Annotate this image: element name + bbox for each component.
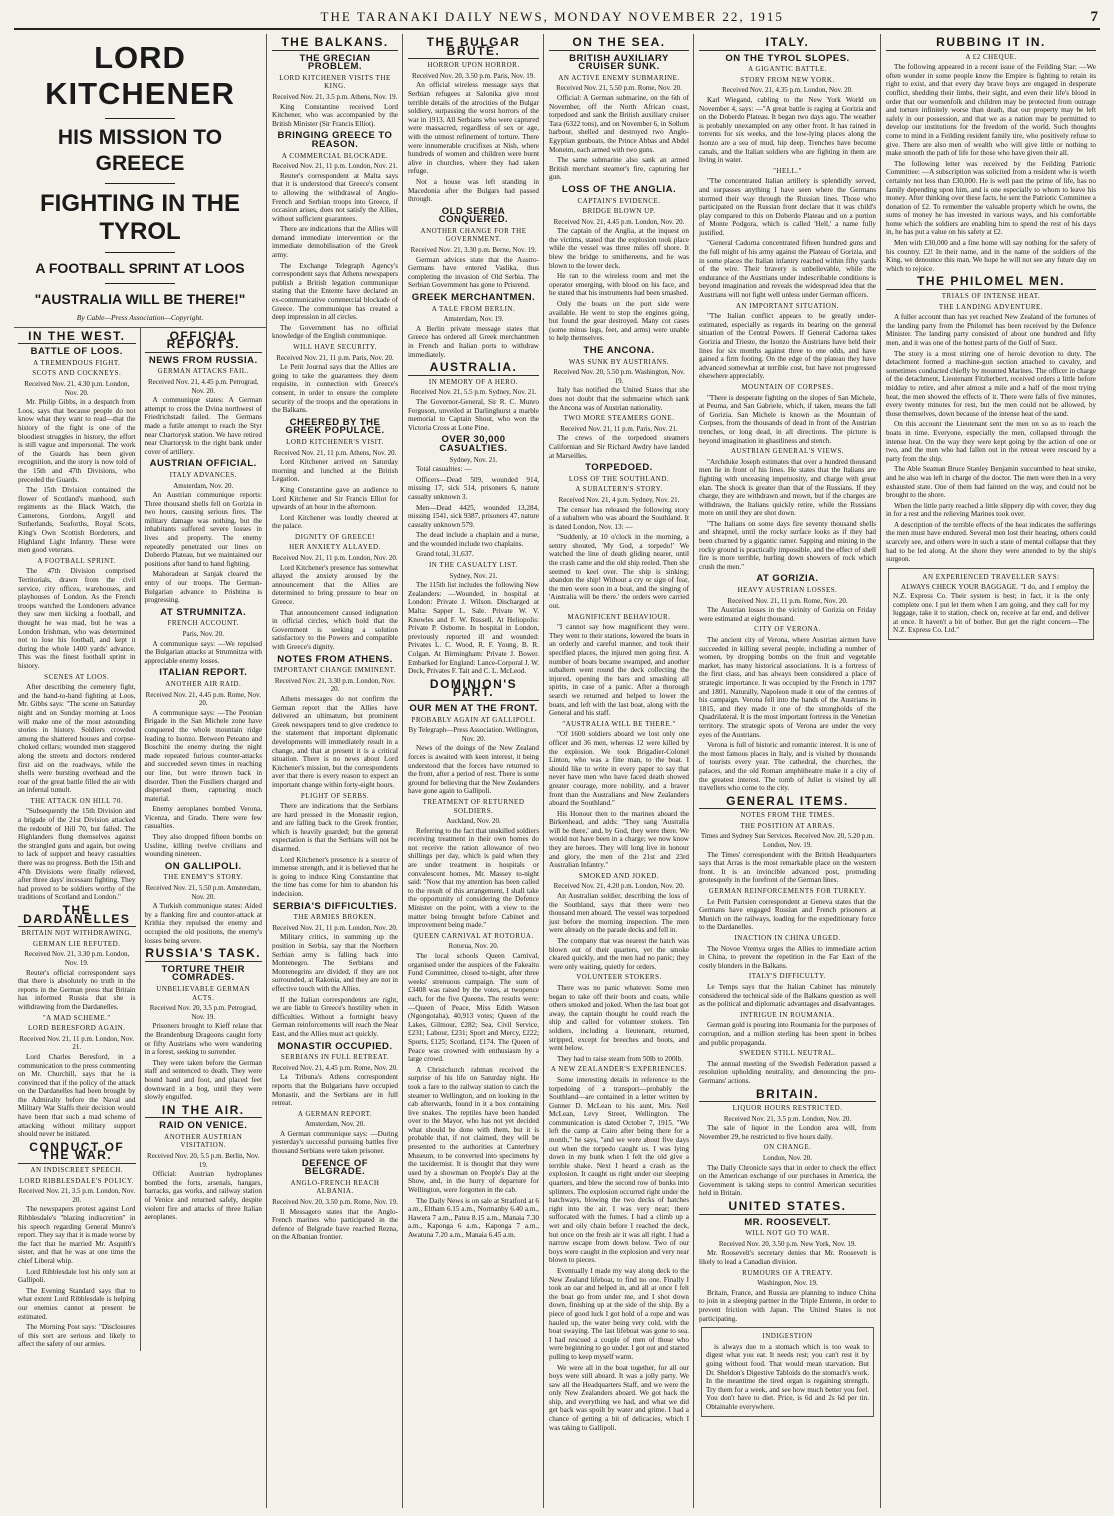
dateline: Received Nov. 21, 4.45 p.m. Rome, Nov. 20. — [272, 1063, 398, 1072]
paragraph: Some interesting details in reference to the torpedoing of a transport—probably the Southland—are contained in a letter written by Gunner D. McLean to his aunt, Mrs. Neil McLean, Levy Street, Wellington. The communication is dated October 7, 1915. "We left the camp at Cairo after being there for a month," he says, "and we were about five days out when the torpedo caught us. I was lying down in my bunk when I felt the old give a terrible shake. Next I heard a crash as the explosion. It caught us right under our sleeping quarters, and blew the second row of bunks into splinters. The explosion occurred right under the hatchways, blowing the two decks of hatches right into the air. I was very near; there suffocated with the fumes. I had a climb up a wet and oily chain before I reached the deck, but once on the fresh air it was all right. I had a narrow escape from down below. Two of our boys were caught in the explosion and very near blown to pieces. — [549, 1075, 689, 1265]
sub-heading: HEAVY AUSTRIAN LOSSES. — [737, 586, 838, 595]
section-heading: THE BULGAR BRUTE. — [408, 38, 539, 59]
sub-heading: AT STRUMNITZA. — [160, 606, 247, 618]
paragraph: Italy has notified the United States that she does not doubt that the submarine which sank the Ancona was of Austrian nationality. — [549, 386, 689, 412]
sub-heading: IN MEMORY OF A HERO. — [428, 377, 519, 386]
sub-heading: IN THE CASUALTY LIST. — [428, 561, 519, 570]
paragraph: The Able Seaman Bruce Stanley Benjamin succumbed to heat stroke, and he also was left in charge of the doctor. The men were then in a very exhausted state. One of them had fainted on the way, and could not be brought to the shore. — [886, 465, 1096, 500]
sub-heading: TORTURE THEIR COMRADES. — [161, 963, 245, 984]
paragraph: "Subsequently the 15th Division and a brigade of the 21st Division attacked the redoubt of Hill 70, but failed. The Highlanders flung themselves against the strangled guns and again, but owing to lack of support and heavy casualties there was no progress. Both the 15th and 47th Divisions were finally relieved, after three days' incessant fighting. They had proved to be soldiers worthy of the traditions of Scotland and London." — [18, 807, 136, 902]
dateline: Received Nov. 21, 4 p.m. Sydney, Nov. 21. — [558, 495, 680, 504]
dateline: Received Nov. 21, 4.45 p.m. London, Nov. 20. — [553, 217, 685, 226]
paragraph: We were all in the boat together, for all our boys were still aboard. It was a jolly party. We saw all the Headquarters Staff, and we were the only New Zealanders aboard. We got back the ship, and everything we had, and what we did get back was spoilt by water and grime. I had a chance of getting a bit of delicacies, which I was taking to Gallipoli. — [549, 1363, 689, 1432]
paragraph: If the Italian correspondents are right, we are liable to Greece's hostility when in difficulties. Without a fortnight heavy German reinforcements will reach the Near East, and the Allies must act quickly. — [272, 995, 398, 1038]
divider — [105, 283, 175, 284]
section-heading: RUSSIA'S TASK. — [145, 946, 262, 961]
section-heading: THE DARDANELLES — [18, 906, 136, 927]
section-heading: UNITED STATES. — [699, 1202, 876, 1215]
dateline: Sydney, Nov. 21. — [449, 571, 498, 580]
sub-heading: A TREMENDOUS FIGHT. — [33, 358, 121, 367]
sub-heading: OLD SERBIA CONQUERED. — [438, 205, 509, 226]
sub-heading: WAS SUNK BY AUSTRIANS. — [568, 357, 670, 366]
paragraph: "The concentrated Italian artillery is splendidly served, and surpasses anything I have seen where the Germans stormed their way through the Russian lines. Those who participated on the Russian front declare that it was child's play compared to this on Doberdo Plateau and on a portion of Monte Podgora, which is called 'Hell,' a name fully justified. — [699, 177, 876, 237]
paragraph: Official: A German submarine, on the 6th of November, off the North African coast, torpedoed and sank the British auxiliary cruiser Tara (6322 tons), and on November 6, in Sollum harbour, shelled and destroyed two Anglo-Egyptian gunboats, the Prince Abbas and Abdel Moneim, each armed with two guns. — [549, 93, 689, 154]
paragraph: Lord Kitchener's presence has somewhat allayed the anxiety aroused by the announcement that the Allies are determined to bring pressure to bear on Greece. — [272, 563, 398, 607]
paragraph: A fuller account than has yet reached New Zealand of the fortunes of the landing party from the Philomel has been received by the Defence Minister. The landing party consisted of about one hundred and fifty men, and it was one of the hottest parts of the Gulf of Suez. — [886, 313, 1096, 347]
paragraph: A Turkish communique states: Aided by a flanking fire and counter-attack at Krithia they repulsed the enemy and occupied the old positions, the enemy's losses being severe. — [144, 902, 262, 945]
dateline: Received Nov. 21, 4.45 p.m. Petrograd, Nov. 20. — [147, 377, 259, 395]
headline-tyrol: FIGHTING IN THE TYROL — [40, 190, 240, 245]
dateline: Received Nov. 20, 3.50 p.m. New York, Nov. 19. — [718, 1239, 857, 1248]
column-1b — [140, 328, 267, 1351]
section-heading: RUBBING IT IN. — [886, 38, 1096, 51]
sub-heading: THE POSITION AT ARRAS. — [740, 821, 835, 830]
page-number: 7 — [1090, 8, 1100, 25]
paragraph: Mr. Philip Gibbs, in a despatch from Loos, says that because people do not know what they want to read—that the history of the fight is one of the bloodiest struggles in history, the effort is still vague and impersonal. The work of the Guards has been given recognition, and the story is now told of the 15th and 47th Divisions, who preceded the Guards. — [18, 398, 136, 484]
masthead — [14, 6, 1100, 30]
dateline: Received Nov. 21, 3.5 p.m. London, Nov. 20. — [723, 1114, 852, 1123]
dateline: Received Nov. 21, 11 p.m. Rome, Nov. 20. — [727, 596, 848, 605]
sub-heading: SMOKED AND JOKED. — [578, 871, 660, 880]
sub-heading: "A MAD SCHEME." — [42, 1013, 111, 1022]
column-1a — [14, 328, 140, 1351]
sub-heading: ANGLO-FRENCH REACH ALBANIA. — [290, 1178, 380, 1196]
column-5 — [693, 34, 881, 1508]
sub-heading: TREATMENT OF RETURNED SOLDIERS. — [422, 797, 525, 815]
section-heading: THE BALKANS. — [272, 38, 398, 51]
sub-heading: STORY FROM NEW YORK. — [740, 75, 835, 84]
sub-heading: NEWS FROM RUSSIA. — [148, 354, 258, 366]
headline-football-sprint: A FOOTBALL SPRINT AT LOOS — [35, 260, 245, 276]
paragraph: Official: Austrian hydroplanes bombed the forts, arsenals, hangars, barracks, gas works, and railway station of Venice and returned safely, despite violent fire and attacks of three Italian aeroplanes. — [144, 1170, 262, 1222]
dateline: London, Nov. 20. — [762, 1154, 813, 1163]
sub-heading: ANOTHER CHANGE FOR THE GOVERNMENT. — [420, 226, 527, 244]
sub-heading: GERMAN REINFORCEMENTS FOR TURKEY. — [708, 887, 867, 896]
paragraph: Lord Ribblesdale lost his only son at Gallipoli. — [18, 1267, 136, 1285]
paragraph: La Tribuna's Athens correspondent reports that the Bulgarians have occupied Monastir, and the Serbians are in full retreat. — [272, 1073, 398, 1108]
sub-heading: THE GRECIAN PROBLEM. — [299, 52, 371, 73]
paragraph: That announcement caused indignation in official circles, which hold that the Government is seeking a solution satisfactory to the Powers and compatible with Greece's dignity. — [272, 608, 398, 651]
paragraph: Enemy aeroplanes bombed Verona, Vicenza, and Grado. There were few casualties. — [144, 805, 262, 831]
section-heading: IN THE WEST. — [18, 332, 136, 345]
section-heading: DOMINION'S PART. — [408, 680, 539, 701]
sub-heading: AN INDISCREET SPEECH. — [30, 1166, 124, 1175]
sub-heading: MAGNIFICENT BEHAVIOUR. — [567, 612, 671, 621]
sub-heading: DEFENCE OF BELGRADE. — [301, 1157, 369, 1178]
dateline: Received Nov. 21, 4.20 p.m. London, Nov. 20. — [553, 882, 685, 891]
sub-heading: A NEW ZEALANDER'S EXPERIENCES. — [550, 1065, 688, 1074]
sub-heading: A TALE FROM BERLIN. — [431, 304, 516, 313]
paragraph: The 47th Division comprised Territorials, drawn from the civil service, city offices, warehouses, and playhouses of London. As the French troops watched the Londoners advance they saw men kicking a football, and thought he was mad, but he was a London Irishman, who was determined not to lose his football, and kept it during the whole 1400 yards' advance. This was the finest football sprint in history. — [18, 567, 136, 670]
sub-heading: MR. ROOSEVELT. — [744, 1216, 831, 1228]
sub-heading: FRENCH ACCOUNT. — [167, 619, 240, 628]
paragraph: King Constantine gave an audience to Lord Kitchener and Sir Francis Elliot for upwards of an hour in the afternoon. — [272, 485, 398, 512]
sub-heading: ON THE TYROL SLOPES. — [725, 52, 850, 64]
sub-heading: ITALY ADVANCES. — [169, 470, 237, 479]
paragraph: The Exchange Telegraph Agency's correspondent says that Athens newspapers publish a British legation communique stating that the Entente have declared an ex-communicative commercial blockade of Greece. The communique has created a deep impression in all circles. — [272, 261, 398, 322]
sub-heading: PLIGHT OF SERBS. — [300, 791, 370, 800]
paragraph: On this account the Lieutenant sent the men on so as to reach the boats in time. Everyone, especially the men, collapsed through the intense heat. On the way they were kept going by the action of one or two, and the men who had fallen out in the retreat were rescued by a party from the ship. — [886, 420, 1096, 463]
paragraph: The Austrian losses in the vicinity of Gorizia on Friday were estimated at eight thousand. — [699, 606, 876, 623]
sub-heading: IMPORTANT CHANGE IMMINENT. — [273, 666, 397, 675]
sub-heading: LIQUOR HOURS RESTRICTED. — [732, 1104, 843, 1113]
paragraph: They were taken before the German staff and sentenced to death. They were bound hand and foot, and placed feet downward in a bog, until they were slowly engulfed. — [144, 1058, 262, 1102]
sub-heading: VOLUNTEER STOKERS. — [576, 973, 662, 982]
dateline: Rotorua, Nov. 20. — [448, 942, 499, 951]
paragraph: There are indications that the Serbians are hard pressed in the Monastir region, and are falling back to the Greek frontier, which is heavily guarded; but the general expectation is that the Serbians will not be disarmed. — [272, 802, 398, 854]
paragraph: The dead include a chaplain and a nurse, and the wounded include two chaplains. — [408, 531, 539, 548]
sub-heading: TWO MORE STEAMERS GONE. — [563, 414, 675, 423]
sub-heading: QUEEN CARNIVAL AT ROTORUA. — [413, 931, 534, 940]
column-2 — [266, 34, 403, 1508]
advertisement — [701, 1327, 874, 1416]
paragraph: An official wireless message says that Serbian refugees at Salonika give most terrible details of the atrocities of the Bulgar soldiery, surpassing the worst horrors of the war in 1913. All Serbians who were captured were massacred, regardless of sex or age, with the utmost refinement of torture. There were innumerable crucifixes at Nish, where hundreds of women and children were burnt alive in churches, where they had taken refuge. — [408, 81, 539, 176]
dateline: Received Nov. 21, 11 p.m. Paris, Nov. 21. — [560, 424, 678, 433]
paragraph: German advices state that the Austro-Germans have entered Vaslika, thus completing the invasion of Old Serbia. The Serbian Government has gone to Prisrend. — [408, 255, 539, 290]
sub-heading: NOTES FROM THE TIMES. — [740, 811, 835, 820]
sub-heading: AUSTRIAN GENERAL'S VIEWS. — [731, 447, 844, 456]
sub-heading: GERMAN ATTACKS FAIL. — [157, 367, 249, 376]
paragraph: A communique states: A German attempt to cross the Dvina northwest of Friedrichstadt failed. The Germans made a futile attempt to reach the Styr near Chartorysk station. We have retired near Chartorysk to the right bank under cover of artillery. — [144, 396, 262, 456]
paragraph: He ran to the wireless room and met the operator emerging, with blood on his face, and he stated that his instruments had been smashed. — [549, 272, 689, 298]
sub-heading: "AUSTRALIA WILL BE THERE." — [562, 719, 676, 728]
dateline: Received Nov. 21, 3.30 p.m. Berne, Nov. 19. — [410, 246, 537, 255]
divider — [105, 183, 175, 184]
paragraph: "I cannot say how magnificent they were. They went to their stations, lowered the boats in an orderly and careful manner, and took their specified places, the injured men going first. A number of boats became swamped, and another subaltern went round the deck collecting the injured, opening the bars and smashing all spirits, in case of a panic. After a thorough search we returned and helped to lower the boats, and left with the last boat, along with the General and his staff. — [549, 623, 689, 718]
headline-mission-greece: HIS MISSION TO GREECE — [57, 126, 223, 175]
headline-australia: "AUSTRALIA WILL BE THERE!" — [34, 291, 246, 307]
paragraph: The censor has released the following story of a subaltern who was aboard the Southland. It is dated London, Nov. 13: — — [549, 505, 689, 531]
paragraph: After describing the cemetery fight, and the hand-to-hand fighting at Loos, Mr. Gibbs says: "The scene on Saturday night and on Sunday morning at Loos will make one of the most astounding stories in history. Soldiers crowded among the shattered houses and corpse-choked cellars; wounded men staggered along the streets and doctors rendered first aid on the roadways, while the shells were bursting overhead and the roar of the great battle filled the air with an infernal tumult. — [18, 683, 136, 795]
paragraph: Officers—Dead 509, wounded 914, missing 17, sick 514, prisoners 6, nature casualty unknown 3. — [408, 475, 539, 501]
sub-heading: WILL HAVE SECURITY. — [293, 343, 377, 351]
ad-text: ALWAYS CHECK YOUR BAGGAGE. "I do, and I employ the N.Z. Express Co. Their system is best; in fact, it is the only complete one. I put let them when I am going, and they call for my luggage, take it to station, check on, receive at far end, and deliver at once. It haven't a bit of bother. But get the right concern—The N.Z. Express Co. Ltd." — [893, 583, 1089, 635]
paragraph: King Constantine received Lord Kitchener, who was accompanied by the British Minister (Sir Francis Elliot). — [272, 102, 398, 128]
sub-heading: SCOTS AND COCKNEYS. — [32, 369, 122, 378]
paragraph: The 115th list includes the following New Zealanders: —Wounded, in hospital at London: Private J. Wilson. Discharged at Malta: Sapper L. Sale. Private W. V. Knowles and F. W. Russell. At Heliopolis: Private P. Osborne. In hospital in London, previously reported ill and wounded: Privates L. C. Wood, R. F. Young, B. R. Colgan. At Birmingham: Private J. Bower. Embarked for England: Lance-Corporal J. W. Deck, Privates F. Tait and C. L. McLeod. — [408, 581, 539, 676]
column-3 — [402, 34, 544, 1508]
dateline: Received Nov. 21, 3.30 p.m. London, Nov. 19. — [24, 950, 130, 967]
dateline: Received Nov. 21, 4.45 p.m. Rome, Nov. 20. — [145, 690, 261, 708]
paragraph: "Archduke Joseph estimates that over a hundred thousand men lie in front of his lines. He states that the Italians are fighting with unceasing impetuosity, and charge with great elan. The shock is greater than that of the Russians. If they charge, they are withdrawn and mown, but if the charges are withdrawn, the Italians quickly retire, while the Russians more on until they are shot down. — [699, 457, 876, 518]
paragraph: Grand total, 31,637. — [416, 550, 474, 559]
sub-heading: AN ACTIVE ENEMY SUBMARINE. — [558, 73, 680, 82]
ad-heading: AN EXPERIENCED TRAVELLER SAYS: — [922, 572, 1060, 581]
paragraph: "The Italian conflict appears to be greatly under-estimated, especially as regards its bearing on the general situation of the Central Powers. If General Cadorna takes Gorizia and Trieste, the Isonzo the Austrians have held their lines for six months against three to one odds, and have gained a firm footing. On the edge of the plateau they have advanced somewhat at terrible cost, but have not progressed elsewhere appreciably. — [699, 312, 876, 381]
paragraph: The newspapers protest against Lord Ribblesdale's "blazing indiscretion" in his speech regarding General Munro's report. They say that it is made worse by the fact that he married Mr. Asquith's sister, and that he was at one time the chief Liberal whip. — [18, 1205, 136, 1265]
paragraph: Lord Charles Beresford, in a communication to the press commenting on Mr. Churchill, says that he is convinced that if the policy of the attack on the Dardanelles had been brought by the Admiralty before the Naval and Military War Staffs their decision would have been that such a mad scheme of attacking without military support should never be initiated. — [18, 1052, 136, 1139]
paragraph: His Honour then to the marines aboard the Birkenhead, and adds: "They sang 'Australia will be there,' and, by God, they were there. We would not have been in a charge; we now know they are heroes. They will long live in honour and glory, the men of the 21st and 23rd Australian Infantry." — [549, 809, 689, 870]
sub-heading: A FOOTBALL SPRINT. — [37, 556, 117, 565]
sub-heading: HORROR UPON HORROR. — [427, 61, 520, 70]
sub-heading: ANOTHER AIR RAID. — [165, 679, 242, 688]
sub-heading: THE ATTACK ON HILL 70. — [30, 796, 124, 805]
paragraph: "There is desperate fighting on the slopes of San Michele, at Peuma, and San Gabriele, which, if taken, means the fall of Gorizia. San Michele is known as the Mountain of Corpses, from the thousands of dead in front of the Austrian trenches, or long dead, in all directions. The picture is beyond imagination in ghastliness and stench. — [699, 393, 876, 445]
column-1-split — [14, 327, 266, 1351]
sub-heading: CAPTAIN'S EVIDENCE. — [577, 196, 661, 205]
dateline: Amsterdam, Nov. 20. — [173, 481, 234, 490]
sub-heading: PROBABLY AGAIN AT GALLIPOLI. — [411, 715, 536, 724]
paragraph: The crews of the torpedoed steamers Californian and Sir Richard Awdry have landed at Marseilles. — [549, 434, 689, 460]
section-heading: BRITAIN. — [699, 1090, 876, 1103]
paragraph: A description of the terrible effects of the heat indicates the sufferings the men must have endured. Several men lost their hearing, others could scarcely see, and others were in such a state of mental collapse that they had to be led along. At the shore they were attended to by the ship's surgeon. — [886, 520, 1096, 564]
dateline: Received Nov. 20, 5.5 p.m. Berlin, Nov. 19. — [147, 1152, 260, 1169]
sub-heading: A GIGANTIC BATTLE. — [748, 65, 827, 74]
sub-heading: ON CHANGE. — [763, 1143, 812, 1152]
sub-heading: BRITAIN NOT WITHDRAWING. — [21, 929, 133, 938]
dateline: Received Nov. 21, 4.35 p.m. London, Nov. 20. — [722, 86, 853, 95]
paragraph: A German communique says: —During yesterday's successful pursuing battles five thousand Serbians were taken prisoner. — [272, 1129, 398, 1156]
paragraph: Le Petit Journal says that the Allies are going to take the guarantees they deem requisite, in connection with Greece's consent, in order to ensure the complete security of the troops and the operations in the Balkans. — [272, 363, 398, 415]
sub-heading: ANOTHER AUSTRIAN VISITATION. — [164, 1132, 243, 1150]
paragraph: Karl Wiegand, cabling to the New York World on November 4, says: —"A great battle is raging at Gorizia and on the Doberdo Plateau. It began two days ago. The weather is probably unexampled on any other front. It has rained in torrents for six weeks, and the low-lying places along the Isonzo are a sea of mud, hip deep. Trenches have become canals, and the Italian soldiers who are fighting in them are living in water. — [699, 95, 876, 165]
sub-heading: UNBELIEVABLE GERMAN ACTS. — [156, 984, 251, 1002]
dateline: Received Nov. 21, 11 p.m. London, Nov. 20. — [272, 554, 398, 563]
paragraph: Le Petit Parisien correspondent at Geneva states that the Germans have engaged Russian and French prisoners at Munich on the railways, loading for the expeditionary force to the Dardanelles. — [699, 897, 876, 932]
sub-heading: SERBIA'S DIFFICULTIES. — [272, 900, 398, 912]
sub-heading: LOSS OF THE SOUTHLAND. — [568, 474, 670, 483]
paragraph: News of the doings of the New Zealand forces is awaited with keen interest, it being understood that the forces have returned to the front, after a period of rest. There is some ground for believing that the New Zealanders have gone again to Gallipoli. — [408, 744, 539, 796]
sub-heading: TORPEDOED. — [585, 462, 653, 474]
dateline: Washington, Nov. 19. — [757, 1279, 818, 1288]
paragraph: "The Italians on some days fire seventy thousand shells and shrapnel, until the rocky surface looks as if they had been churned by a gigantic ramer. Sapping and mining in the rocky ground is practically impossible, and the effect of shell fire is more terrible, hurling down showers of rock which crush the men." — [699, 519, 876, 571]
section-heading: GENERAL ITEMS. — [699, 797, 876, 810]
sub-heading: ITALIAN REPORT. — [159, 667, 248, 679]
paragraph: Mahoradean at Sanjak cleared the entry of our troops. The German-Bulgarian advance to Prishtina is progressing. — [144, 570, 262, 605]
dateline: Received Nov. 21, 11 p.m. London, Nov. 21. — [272, 162, 398, 171]
dateline: Received Nov. 21, 11 p.m. Athens, Nov. 20. — [273, 448, 397, 457]
dateline: By Telegraph—Press Association. Wellington, Nov. 20. — [408, 726, 539, 743]
sub-heading: A COMMERCIAL BLOCKADE. — [281, 151, 389, 160]
sub-heading: INACTION IN CHINA URGED. — [734, 934, 841, 942]
sub-heading: MONASTIR OCCUPIED. — [277, 1040, 393, 1052]
sub-heading: AN IMPORTANT SITUATION. — [735, 301, 840, 310]
paragraph: The captain of the Anglia, at the inquest on the victims, stated that the explosion took place while the vessel was three miles off shore. It blew the bridge to smithereens, and he was blown to the lower deck. — [549, 227, 689, 270]
dateline: Sydney, Nov. 21. — [449, 455, 498, 464]
sub-heading: A SUBALTERN'S STORY. — [575, 485, 663, 494]
sub-heading: BRITISH AUXILIARY CRUISER SUNK. — [569, 52, 669, 73]
paragraph: Mr. Roosevelt's secretary denies that Mr. Roosevelt is likely to lead a Canadian division. — [699, 1249, 876, 1266]
section-heading: ON THE SEA. — [549, 38, 689, 51]
sub-heading: BRINGING GREECE TO REASON. — [277, 130, 393, 150]
paragraph: A communique says: —The Peonian Brigade in the San Michele zone have conquered the whole mountain ridge leading to Isonzo. Between Peteano and Boschini the enemy during the night made repeated furious counter-attacks and succeeded seven times in reaching our line, but were thrown back in disorder. Then the Fusiliers charged and dispersed them, capturing much material. — [144, 708, 262, 803]
sub-heading: AUSTRIAN OFFICIAL. — [149, 458, 257, 470]
paragraph: Britain, France, and Russia are planning to induce China to join in a sleeping partner in the Triple Entente, in order to prevent friction with Japan. The United States is not participating. — [699, 1288, 876, 1323]
paragraph: The Governor-General, Sir R. C. Munro Ferguson, unveiled at Darlinghurst a marble memorial to Captain Shout, who won the Victoria Cross at Lone Pine. — [408, 397, 539, 432]
dateline: Received Nov. 20, 5.50 p.m. Washington, Nov. 19. — [553, 368, 685, 385]
sub-heading: LORD RIBBLESDALE'S POLICY. — [19, 1176, 134, 1185]
paragraph: Athens messages do not confirm the German report that the Allies have delivered an ultimatum, but prominent Greek newspapers tend to give credence to the statement that important diplomatic developments will immediately result in a change, and that at present it is a critical situation. There is no news about Lord Kitchener's mission, but the correspondents aver that there is every reason to expect an important change within forty-eight hours. — [272, 694, 398, 789]
dateline: Received Nov. 21, 11 p.m. London, Nov. 21. — [19, 1034, 135, 1052]
paragraph: Only the boats on the port side were available. He went to stop the engines going, but found the gear destroyed. Many cot cases (some minus legs, feet, and arms) were unable to help themselves. — [549, 300, 689, 343]
paragraph: The story is a most stirring one of heroic devotion to duty. The detachment formed a machine-gun section attached to cavalry, and sometimes conducted chiefly by mounted Marines. The officer in charge of the detachment, Lieutenant Fitzherbert, received orders a little before midday to retire, and after almost a mile and a half of the most trying heat, the men showed the effects of it. There were falls of five minutes, every twenty minutes for rest, but the men could not be allowed, by those themselves, down because of the intense heat of the sand. — [886, 349, 1096, 418]
paragraph: Not a house was left standing in Macedonia after the Bulgars had passed through. — [408, 177, 539, 204]
paragraph: German gold is pouring into Roumania for the purposes of corruption, and a million sterling has been spent in bribes and public propaganda. — [699, 1021, 876, 1047]
paragraph: A Berlin private message states that Greece has ordered all Greek merchantmen in French and Italian ports to withdraw immediately. — [408, 324, 539, 359]
sub-heading: "HELL." — [773, 166, 802, 175]
sub-heading: SERBIANS IN FULL RETREAT. — [280, 1053, 390, 1062]
paragraph: "General Cadorna concentrated fifteen hundred guns and the full might of his army against the Plateau of Gorizia, and in some places the Italian infantry reached within fifty yards of the wire. Their bravery is unbelievable, while the endurance of the Austrians under indescribable conditions is beyond imagination and reveals the widespread idea that the Austrians will not fight well unless under German officers. — [699, 239, 876, 300]
sub-heading: HER ANXIETY ALLAYED. — [289, 543, 381, 552]
section-heading: OFFICIAL REPORTS. — [145, 332, 263, 353]
paragraph: An Austrian communique reports: Three thousand shells fell on Gorizia in two hours, causing serious fires. The military damage was nothing, but the inhabitants suffered severe losses in lives and property. The enemy repeatedly penetrated our lines on Doberdo Plateau, but we maintained our positions after hand to hand fighting. — [144, 491, 262, 568]
sub-heading: MOUNTAIN OF CORPSES. — [741, 382, 834, 391]
paragraph: Lord Kitchener's presence is a source of immense strength, and it is believed that he is going to induce King Constantine that the time has come for him to abandon his indecision. — [272, 855, 398, 899]
paragraph: The ancient city of Verona, where Austrian airmen have succeeded in killing several people, including a number of women, by dropping bombs on the fruit and vegetable market, has many historical associations. It is a fortress of the first class, and has always been considered a place of strategic importance. It was occupied by the French in 1797 and 1801. Naturally, Napoleon made it one of the centres of his campaign. Verona fell into the hands of the Austrians in 1815, and they made it one of the strongholds of the Quadrilateral. It is the most important fortress in the Venetian territory. The strategic spots of Verona are under the very eyes of the Austrians. — [699, 636, 876, 739]
dateline: Received Nov. 20, 3.50 p.m. Paris, Nov. 19. — [412, 71, 535, 80]
sub-heading: ON GALLIPOLI. — [164, 860, 242, 872]
advertisement — [888, 568, 1094, 640]
sub-heading: BATTLE OF LOOS. — [30, 346, 123, 358]
byline: By Cable—Press Association—Copyright. — [76, 313, 204, 322]
dateline: Received Nov. 20, 3.50 p.m. Rome, Nov. 19. — [272, 1198, 398, 1207]
sub-heading: LORD KITCHENER VISITS THE KING. — [279, 73, 391, 91]
column-1 — [14, 34, 266, 1508]
sub-heading: THE ANCONA. — [583, 345, 655, 356]
paragraph: A communique says: —We repulsed the Bulgarian attacks at Strumnitza with appreciable enemy losses. — [144, 639, 262, 665]
paragraph: Military critics, in summing up the position in Serbia, say that the Northern Serbian army is falling back into Montenegro. The Serbians and Montenegrins are divided, if they are not surrounded, at Rakonia, and they are not in effective touch with the Allies. — [272, 933, 398, 993]
paragraph: The same submarine also sank an armed British merchant steamer's fire, capturing her gun. — [549, 156, 689, 182]
section-heading: THE PHILOMEL MEN. — [886, 277, 1096, 290]
dateline: Received Nov. 21, 3.5 p.m. Athens, Nov. 19. — [272, 92, 398, 101]
sub-heading: OUR MEN AT THE FRONT. — [409, 702, 538, 714]
sub-heading: NOTES FROM ATHENS. — [277, 653, 393, 665]
ad-heading: INDIGESTION — [762, 1332, 813, 1341]
sub-heading: LORD BERESFORD AGAIN. — [28, 1024, 126, 1033]
paragraph: An Australian soldier, describing the loss of the Southland, says that there were two thousand men aboard. The vessel was torpedoed just before the morning inspection. The men were already on the parade decks and fell in. — [549, 892, 689, 935]
dateline: Received Nov. 21, 11 p.m. London, Nov. 20. — [272, 923, 398, 932]
paragraph: The Novoe Vremya urges the Allies to immediate action in China, to prevent the repetition in the Far East of the costly blunders in the Balkans. — [699, 944, 876, 970]
dateline: Received Nov. 21, 5.5 p.m. Sydney, Nov. 21. — [410, 388, 537, 397]
section-heading: IN THE AIR. — [145, 1106, 263, 1119]
dateline: Amsterdam, Nov. 19. — [443, 315, 504, 324]
column-6 — [880, 34, 1101, 1508]
dateline: Received Nov. 21, 3.30 p.m. London, Nov. 20. — [274, 676, 396, 694]
sub-heading: CITY OF VERONA. — [754, 625, 821, 634]
paragraph: Eventually I made my way along deck to the New Zealand lifeboat, to find no one. Finally I took an oar and helped in, and all at once I felt the boat go from under me, and I shot down down, finishing up at the side of the ship. By a piece of good luck I got hold of a rope and was hauled up, the water being very cold, with the boat swaying. The last lifeboat was gone to sea. I had rescued a couple of men of those who were beginning to go under. I got out and started pulling to keep myself warm. — [549, 1266, 689, 1361]
paragraph: The 15th Division contained the flower of Scotland's manhood, such regiments as the Black Watch, the Camerons, Gordons, Argyll and Sutherlands, Seaforths, Royal Scots, King's Own Scottish Borderers, and Highland Light Infantry. These were men good veterans. — [18, 486, 136, 555]
sub-heading: RUMOURS OF A TREATY. — [742, 1268, 833, 1277]
sub-heading: CHEERED BY THE GREEK POPULACE. — [285, 416, 385, 437]
sub-heading: ITALY'S DIFFICULTY. — [748, 972, 827, 981]
sub-heading: AT GORIZIA. — [756, 573, 819, 585]
paragraph: Men with £30,000 and a fine home will say nothing for the safety of his country. £2! In their name, and in the name of the soldiers of the King, we denounce this man. We hope he will not see any future day on which to rejoice. — [886, 239, 1096, 273]
paragraph: The Morning Post says: "Disclosures of this sort are serious and likely to affect the safety of our armies. — [18, 1323, 136, 1349]
paragraph: The annual meeting of the Swedish Federation passed a resolution upholding neutrality, and denouncing the pro-Germans' actions. — [699, 1059, 876, 1085]
headline-lord-kitchener: LORD KITCHENER — [45, 40, 235, 111]
column-grid — [14, 34, 1100, 1508]
paragraph: Reuter's official correspondent says that there is absolutely no truth in the reports in the German press that Britain has informed Russia that she is withdrawing from the Dardanelles. — [18, 968, 136, 1011]
sub-heading: LOSS OF THE ANGLIA. — [561, 183, 677, 195]
paragraph: The sale of liquor in the London area will, from November 29, be restricted to five hours daily. — [699, 1124, 876, 1141]
paragraph: A Christchurch rabman received the surprise of his life on Saturday night. He took a fare to the railway station to catch the steamer to Wellington, and on looking in the cab afterwards, found in it a box containing live snakes. The reptiles have been handed over to the Mayor, who has not yet decided what should be done with them, but it is probable that, if not claimed, they will be presented to the authorities at Canterbury Museum, to be converted into specimens by the taxidermist. It is thought that they were used by a showman on People's Day at the Show, and, in the hurry of departure for Wellington, were forgotten in the cab. — [408, 1065, 539, 1195]
sub-heading: WILL NOT GO TO WAR. — [745, 1229, 830, 1238]
sub-heading: LORD KITCHENER'S VISIT. — [286, 437, 384, 446]
paragraph: Total casualties: — — [416, 465, 472, 474]
sub-heading: GREEK MERCHANTMEN. — [411, 292, 536, 304]
paragraph: Lord Kitchener was loudly cheered at the palace. — [272, 513, 398, 531]
ad-text: is always due to a stomach which is too weak to digest what you eat. It needs rest; you can't rest it by going without food. That would mean starvation. But Dr. Sheldon's Digestive Tabloids do the stomach's work. In the meantime the tired organ is regaining strength. Try them for a week, and see how much better you feel. You don't have to diet. Price, is 6d and 2s 6d per tin. Obtainable everywhere. — [706, 1342, 869, 1411]
dateline: Received Nov. 20, 3.5 p.m. Petrograd, Nov. 19. — [149, 1004, 257, 1021]
sub-heading: SCENES AT LOOS. — [44, 672, 110, 681]
paragraph: Reuter's correspondent at Malta says that it is understood that Greece's consent to allowing the withdrawal of Anglo-French and Serbian troops into Greece, if occasion arises, does not satisfy the Allies, without sufficient guarantees. — [272, 171, 398, 223]
paragraph: The Government has no official knowledge of the English communique. — [272, 323, 398, 341]
dateline: Received Nov. 21, 5.50 p.m. Rome, Nov. 20. — [556, 84, 682, 93]
paragraph: "Suddenly, at 10 o'clock in the morning, a sentry shouted, 'My God, a torpedo!' We watched the line of death gliding nearer, until the crash came and the old ship reeled. Then she seemed to keel over. The ship is sinking; abandon the ship! Without a cry or sign of fear, the men were soon in a boat, and the singing of 'Australia will be there.' the orders were carried out. — [549, 533, 689, 611]
paragraph: There was no panic whatever. Some men began to take off their boots and coats, while others smoked and joked. When the last boat got away, the captain thought he could reach the ship and called for volunteer stokers. Ten soldiers, including a lieutenant, returned, stripped, except for breeches and boots, and went below. — [549, 983, 689, 1053]
paragraph: Men—Dead 4425, wounded 13,284, missing 1541, sick 9387, prisoners 47, nature casualty unknown 579. — [408, 503, 539, 529]
sub-heading: A GERMAN REPORT. — [297, 1109, 373, 1118]
sub-heading: BRIDGE BLOWN UP. — [582, 207, 656, 216]
masthead-title: THE TARANAKI DAILY NEWS, MONDAY NOVEMBER 22, 1915 — [320, 9, 784, 24]
dateline: Paris, Nov. 20. — [182, 630, 224, 638]
dateline: Received Nov. 21, 5.50 p.m. Amsterdam, Nov. 20. — [145, 884, 262, 901]
sub-heading: OVER 30,000 CASUALTIES. — [439, 434, 508, 454]
dateline: Received Nov. 21, 3.5 p.m. London, Nov. 20. — [18, 1187, 136, 1204]
sub-heading: THE LANDING ADVENTURE. — [938, 302, 1044, 311]
sub-heading: A £2 CHEQUE. — [965, 52, 1017, 61]
sub-heading: THE ENEMY'S STORY. — [163, 873, 243, 882]
paragraph: The Daily Chronicle says that in order to check the effect on the American exchange of our purchases in America, the Government is taking steps to control American securities held in Britain. — [699, 1163, 876, 1198]
sub-heading: INTRIGUE IN ROUMANIA. — [740, 1010, 835, 1019]
dateline: Auckland, Nov. 20. — [446, 817, 501, 826]
dateline: Received Nov. 21, 4.30 p.m. London, Nov. 20. — [24, 379, 130, 397]
sub-heading: GERMAN LIE REFUTED. — [33, 939, 121, 948]
paragraph: The following appeared in a recent issue of the Feilding Star: —We often wonder in some people know the Empire is fighting to retain its right to exist, and that every day brave boys are engaged in desperate conflict, shedding their limbs, their sight, and even their life's blood in order that our womenfolk and children may be protected from outrage and torture infinitely worse than death, that our property may be left safely in our possession, and that we as a nation may be permitted to develop our institutions for the freedom of the world. Such thoughts come to mind in a Feilding resident family tire, who positively refuse to give. There are also men of wealth who will give little or nothing to make smooth the path of life for those who have given their all. — [886, 63, 1096, 158]
paragraph: There are indications that the Allies will demand immediate intervention or the immediate demobilisation of the Greek army. — [272, 225, 398, 260]
dateline: Times and Sydney Sun Services. Received Nov. 20, 5.20 p.m. London, Nov. 19. — [700, 832, 875, 850]
paragraph: Verona is full of historic and romantic interest. It is one of the most famous places in Italy, and is visited by thousands of tourists every year. The cathedral, the churches, the palaces, and the old Roman amphitheatre make it a city of the greatest interest. The tomb of Juliet is visited by all travellers who come to the city. — [699, 741, 876, 793]
paragraph: The Times' correspondent with the British Headquarters says that Arras is the most remarkable place on the western front. It is an invincible advanced post, protruding grotesquely in the forefront of the German lines. — [699, 850, 876, 885]
sub-heading: RAID ON VENICE. — [159, 1120, 248, 1132]
paragraph: Le Temps says that the Italian Cabinet has minutely considered the technical side of the Balkans question as well as the political and diplomatic advantages and disadvantages. — [699, 982, 876, 1009]
paragraph: Lord Kitchener arrived on Saturday morning and lunched at the British Legation. — [272, 458, 398, 484]
paragraph: Il Messagero states that the Anglo-French marines who participated in the defence of Belgrade have reached Rezna, on the Albanian frontier. — [272, 1207, 398, 1242]
paragraph: The Evening Standard says that to what extent Lord Ribblesdale is helping our enemies cannot at present be estimated. — [18, 1286, 136, 1321]
divider — [105, 118, 175, 119]
paragraph: "Of 1600 soldiers aboard we lost only one officer and 36 men, whereas 12 were killed by the explosion. We took Brigadier-Colonel Linton, who was a fine man, to the boat. I should like to write in every paper to say that never have men who have faced death showed greater courage, more nobility, and a braver front than the Australians and New Zealanders aboard the Southland." — [549, 730, 689, 808]
divider — [105, 252, 175, 253]
paragraph: The Daily News is on sale at Stratford at 6 a.m., Eltham 6.15 a.m., Normanby 6.40 a.m., Hawera 7 a.m., Patea 8.15 a.m., Manaia 7.30 a.m., Kaponga 6 a.m., Kaponga 7 a.m., Awatuna 7.20 a.m., Manaia 6.45 a.m. — [408, 1196, 539, 1239]
dateline: Received Nov. 21, 11 p.m. Paris, Nov. 20. — [276, 353, 394, 362]
paragraph: Referring to the fact that unskilled soldiers receiving treatment in their own homes do not receive the ration allowance of two shillings per day, which is paid when they are under treatment in hospitals or convalescent homes, Mr. Massey to-night said: "Now that my attention has been called to the result of this arrangement, I shall take the opportunity of considering the Defence Minister on the point, with a view to the matter being brought before Cabinet and improvement being made." — [408, 826, 539, 930]
paragraph: They also dropped fifteen bombs on Ussline, killing twelve civilians and wounding nineteen. — [144, 833, 262, 859]
paragraph: Prisoners brought to Kieff relate that the Brandenburg Dragoons caught forty or fifty Austrians who were wandering in a forest, seeking to surrender. — [144, 1022, 262, 1057]
paragraph: The local schools Queen Carnival, organised under the auspices of the Fakeaitu Fund Committee, closed to-night, after three weeks' strenuous campaign. The sum of £3408 was raised by the votes, at twopence each, for the five Queens. The results were: —Queen of Peace, Miss Edith Watson (Ngongotaha), 40,913 votes; Queen of the Lakes, Gilmour, £282; Sea, Civil Service, £231; Labour, £231; Sport and Mercy, £222; Sports, £125; Scotland, £174. The Queen of Peace was crowned with enthusiasm by a large crowd. — [408, 952, 539, 1064]
paragraph: When the little party reached a little slippery dip with cover, they dug in for a rest and the relieving Marines took over. — [886, 501, 1096, 519]
sub-heading: SWEDEN STILL NEUTRAL. — [739, 1049, 836, 1058]
sub-heading: DIGNITY OF GREECE! — [295, 532, 375, 541]
paragraph: They had to raise steam from 50lb to 200lb. — [557, 1054, 683, 1063]
section-heading: CONDUCT OF THE WAR. — [18, 1143, 136, 1164]
paragraph: The company that was nearest the hatch was blown out of their quarters, yet the smoke cleared quickly, and the men had no panic; they were only waiting, quietly for orders. — [549, 937, 689, 971]
sub-heading: THE ARMIES BROKEN. — [293, 913, 377, 922]
dateline: Amsterdam, Nov. 20. — [304, 1120, 365, 1129]
sub-heading: TRIALS OF INTENSE HEAT. — [941, 292, 1041, 301]
section-heading: AUSTRALIA. — [408, 363, 539, 376]
column-4 — [543, 34, 694, 1508]
paragraph: The following letter was received by the Feilding Patriotic Committee: —A subscription was solicited from a resident who is worth certainly not less than £30,000. He is well past the prime of life, has no family depending upon him, and is one especially to whom to leave his money. After thinking over these facts, he sent the Patriotic Committee a donation of £2. To remember the valuable property which he owns, the sums of money he has invested in various ways, and his comfortable home which the soldiers are enabling him to spend the rest of his days in, he has put a value on his safety at £2. — [886, 159, 1096, 237]
section-heading: ITALY. — [699, 38, 876, 51]
